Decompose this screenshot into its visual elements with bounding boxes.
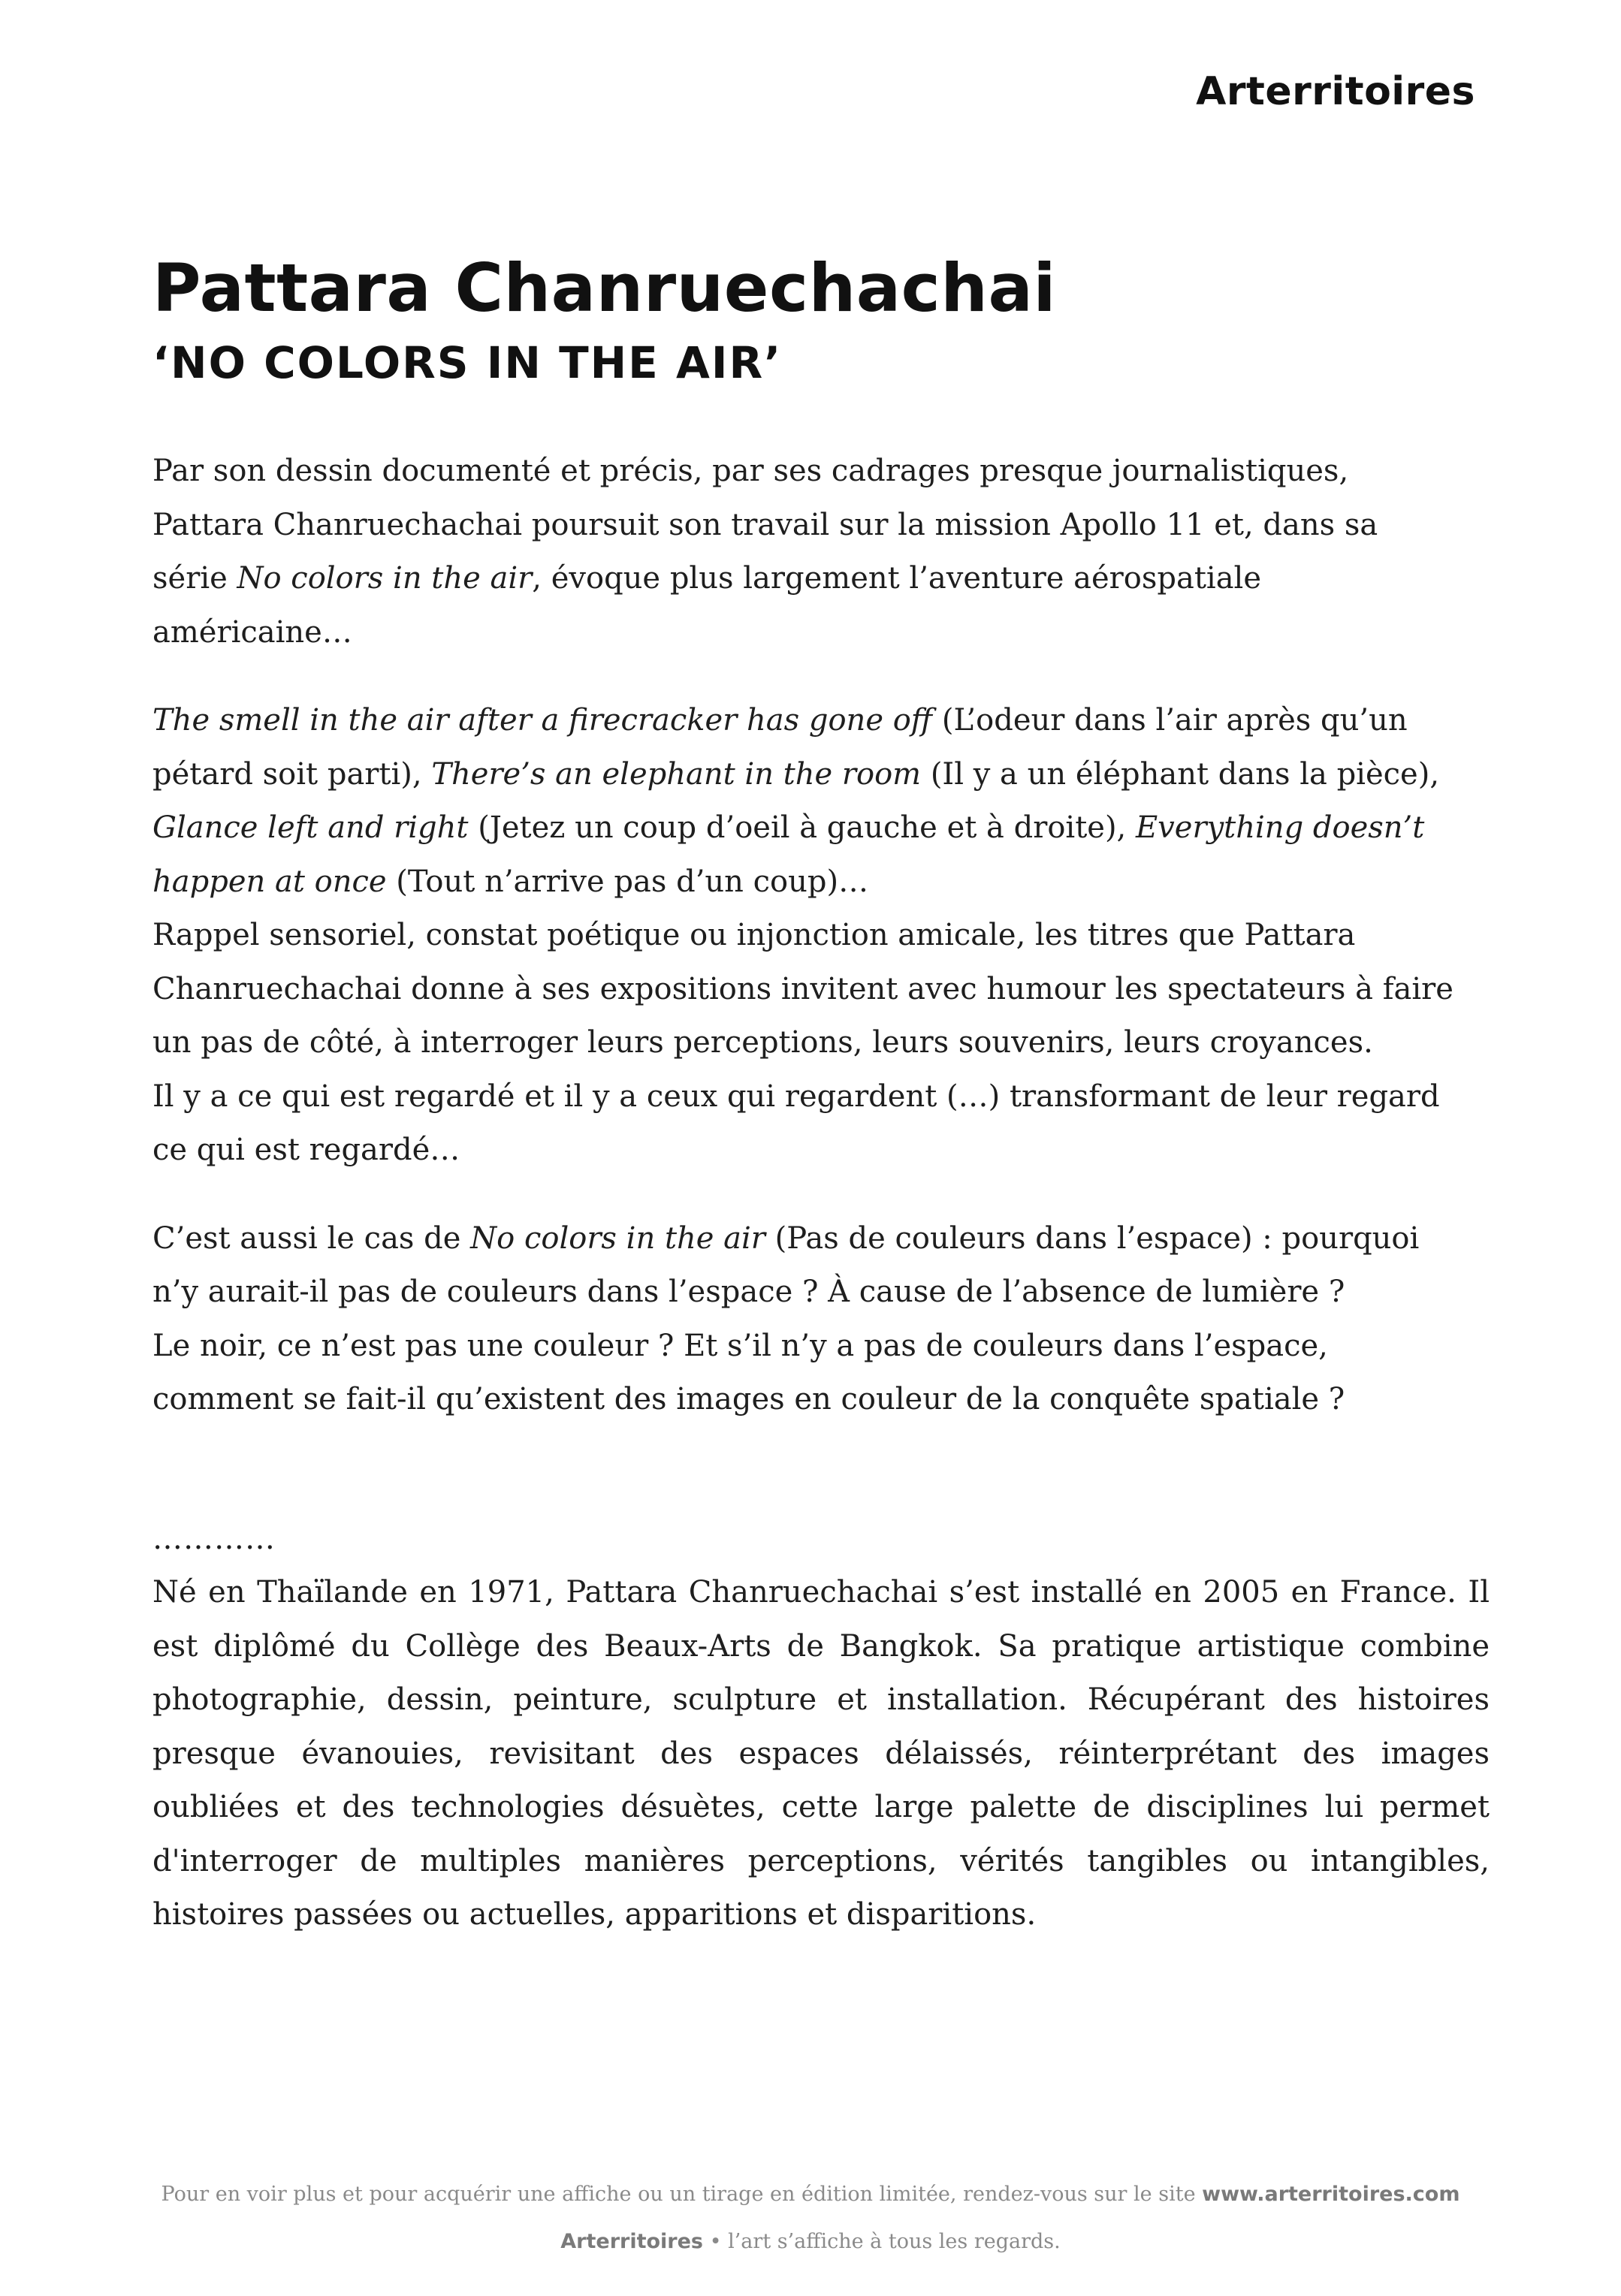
brand-logo: Arterritoires bbox=[1196, 69, 1475, 114]
footer-slogan: • l’art s’affiche à tous les regards. bbox=[703, 2230, 1061, 2253]
titles-paragraph bbox=[152, 694, 1444, 909]
text-run: (Jetez un coup d’oeil à gauche et à droite), bbox=[468, 810, 1136, 846]
exhibition-title: Everything doesn’t happen at once bbox=[152, 810, 1425, 899]
footer-tagline bbox=[0, 2230, 1621, 2253]
biography-paragraph: Né en Thaïlande en 1971, Pattara Chanruechachai s’est installé en 2005 en France. Il est diplômé du Collège des Beaux-Arts de Bangkok. Sa pratique artistique combine photographie, dessin, peinture, sculpture et installation. Récupérant des histoires presque évanouies, revisitant des espaces délaissés, réinterprétant des images oubliées et des technologies désuètes, cette large palette de disciplines lui permet d'interroger de multiples manières perceptions, vérités tangibles ou intangibles, histoires passées ou actuelles, apparitions et disparitions. bbox=[152, 1575, 1490, 1932]
text-run: C’est aussi le cas de bbox=[152, 1220, 471, 1256]
text-run: (Il y a un éléphant dans la pièce), bbox=[921, 756, 1440, 792]
text-run: Rappel sensoriel, constat poétique ou injonction amicale, les titres que Pattara Chanruechachai donne à ses expositions invitent avec humour les spectateurs à faire un pas de côté, à interroger leurs perceptions, leurs souvenirs, leurs croyances. bbox=[152, 918, 1453, 1061]
text-run: (Tout n’arrive pas d’un coup)… bbox=[386, 864, 869, 899]
text-run: (Pas de couleurs dans l’espace) : pourquoi n’y aurait-il pas de couleurs dans l’espace ? À cause de l’absence de lumière ? bbox=[152, 1220, 1420, 1310]
text-run: (L’odeur dans l’air après qu’un pétard soit parti), bbox=[152, 703, 1408, 792]
questions-paragraph bbox=[152, 1212, 1460, 1427]
text-run: Il y a ce qui est regardé et il y a ceux qui regardent (…) transformant de leur regard ce qui est regardé… bbox=[152, 1079, 1440, 1168]
series-title: ‘NO COLORS IN THE AIR’ bbox=[152, 336, 783, 388]
footer-cta bbox=[0, 2183, 1621, 2206]
text-run: Le noir, ce n’est pas une couleur ? Et s’il n’y a pas de couleurs dans l’espace, comment se fait-il qu’existent des images en couleur de la conquête spatiale ? bbox=[152, 1328, 1345, 1417]
titles-commentary-paragraph bbox=[152, 909, 1460, 1178]
section-separator: ………… bbox=[152, 1521, 276, 1556]
article-body bbox=[152, 445, 1490, 1942]
article bbox=[152, 249, 1490, 1942]
website-link[interactable]: www.arterritoires.com bbox=[1202, 2183, 1460, 2206]
intro-paragraph bbox=[152, 445, 1460, 659]
exhibition-title: Glance left and right bbox=[152, 810, 469, 846]
artist-name: Pattara Chanruechachai bbox=[152, 249, 1056, 327]
footer-text: Pour en voir plus et pour acquérir une affiche ou un tirage en édition limitée, rendez-vous sur le site bbox=[161, 2183, 1203, 2206]
series-reference: No colors in the air bbox=[237, 561, 533, 596]
text-run: , évoque plus largement l’aventure aérospatiale américaine… bbox=[152, 561, 1262, 650]
exhibition-title: The smell in the air after a firecracker has gone off bbox=[152, 703, 933, 738]
text-run: Par son dessin documenté et précis, par ses cadrages presque journalistiques, Pattara Chanruechachai poursuit son travail sur la mission Apollo 11 et, dans sa série bbox=[152, 454, 1378, 596]
series-reference: No colors in the air bbox=[470, 1220, 765, 1256]
footer-brand: Arterritoires bbox=[560, 2230, 703, 2253]
exhibition-title: There’s an elephant in the room bbox=[431, 756, 922, 792]
